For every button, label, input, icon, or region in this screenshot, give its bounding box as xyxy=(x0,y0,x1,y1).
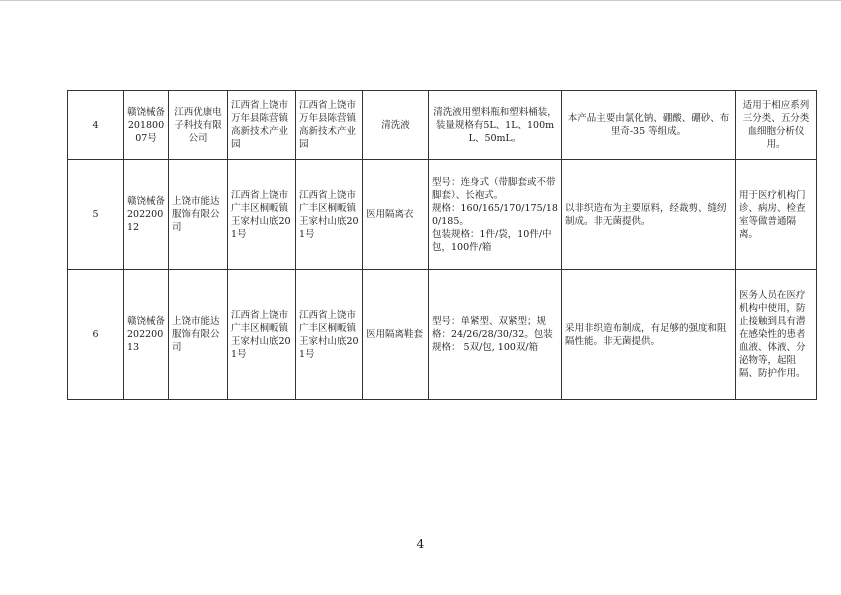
row-number: 4 xyxy=(68,91,124,160)
production-address: 江西省上饶市广丰区桐畈镇 王家村山底201号 xyxy=(296,270,363,400)
product-composition: 采用非织造布制成，有足够的强度和阻隔性能。非无菌提供。 xyxy=(562,270,736,400)
production-address: 江西省上饶市广丰区桐畈镇 王家村山底201号 xyxy=(296,160,363,270)
company-name: 上饶市能达服饰有限公司 xyxy=(169,160,228,270)
registration-number: 赣饶械备20180007号 xyxy=(124,91,169,160)
intended-use: 医务人员在医疗机构中使用，防止接触到具有潜在感染性的患者血液、体液、分泌物等，起阻隔、防护作用。 xyxy=(736,270,817,400)
row-number: 5 xyxy=(68,160,124,270)
product-spec: 型号：单紧型、双紧型；规格：24/26/28/30/32。包装规格： 5双/包, 100双/箱 xyxy=(429,270,562,400)
product-composition: 本产品主要由氯化钠、硼酸、硼砂、布里奇-35 等组成。 xyxy=(562,91,736,160)
product-name: 清洗液 xyxy=(363,91,429,160)
company-name: 上饶市能达服饰有限公司 xyxy=(169,270,228,400)
registration-number: 赣饶械备20220013 xyxy=(124,270,169,400)
product-composition: 以非织造布为主要原料，经裁剪、缝纫制成。非无菌提供。 xyxy=(562,160,736,270)
intended-use: 用于医疗机构门诊、病房、检查室等做普通隔离。 xyxy=(736,160,817,270)
page-number: 4 xyxy=(416,537,425,551)
company-name: 江西优康电子科技有限公司 xyxy=(169,91,228,160)
product-spec: 清洗液用塑料瓶和塑料桶装，装量规格有5L、1L、100mL、50mL。 xyxy=(429,91,562,160)
table-row xyxy=(68,91,817,160)
table-row xyxy=(68,270,817,400)
product-name: 医用隔离衣 xyxy=(363,160,429,270)
registered-address: 江西省上饶市广丰区桐畈镇王家村山底201号 xyxy=(228,270,296,400)
intended-use: 适用于相应系列三分类、五分类血细胞分析仪用。 xyxy=(736,91,817,160)
registered-address: 江西省上饶市广丰区桐畈镇王家村山底201号 xyxy=(228,160,296,270)
registration-number: 赣饶械备20220012 xyxy=(124,160,169,270)
production-address: 江西省上饶市万年县陈营镇高新技术产业园 xyxy=(296,91,363,160)
row-number: 6 xyxy=(68,270,124,400)
product-spec: 型号：连身式（带脚套或不带脚套）、长袍式。 规格：160/165/170/175/180/185。 包装规格：1件/袋，10件/中包，100件/箱 xyxy=(429,160,562,270)
registered-address: 江西省上饶市万年县陈营镇高新技术产业园 xyxy=(228,91,296,160)
device-record-table xyxy=(67,90,817,400)
product-name: 医用隔离鞋套 xyxy=(363,270,429,400)
page-top-rule xyxy=(0,0,841,1)
table-row xyxy=(68,160,817,270)
